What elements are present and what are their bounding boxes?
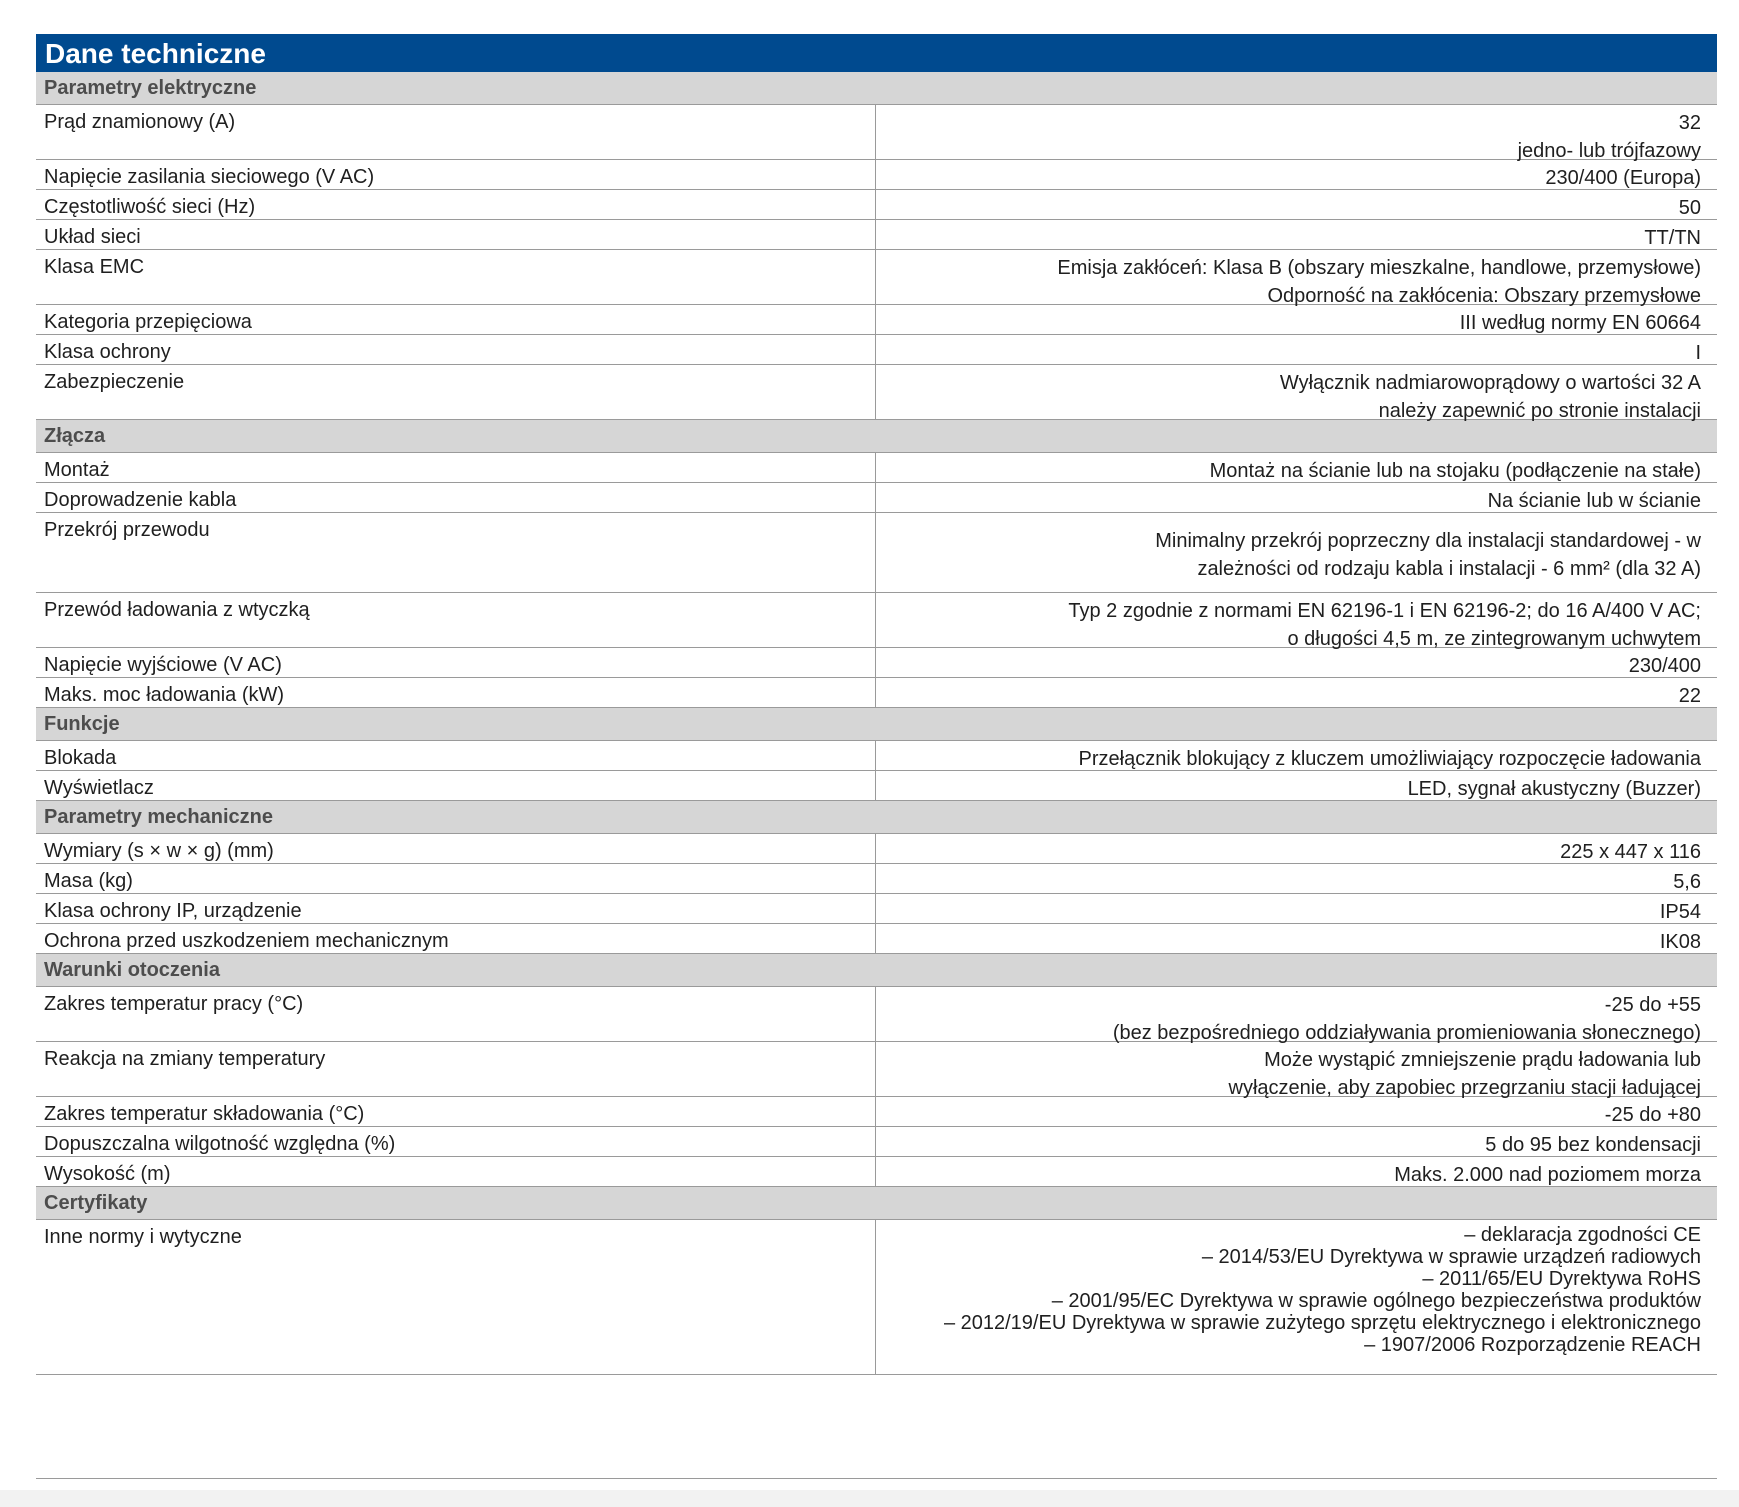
row-label: Blokada — [36, 741, 876, 770]
value-line: I — [1695, 342, 1701, 364]
table-row — [36, 678, 1717, 708]
table-row — [36, 190, 1717, 220]
row-value — [876, 741, 1717, 770]
table-row — [36, 453, 1717, 483]
row-label: Reakcja na zmiany temperatury — [36, 1042, 876, 1096]
value-line: Przełącznik blokujący z kluczem umożliwiający rozpoczęcie ładowania — [1078, 748, 1701, 770]
row-label: Ochrona przed uszkodzeniem mechanicznym — [36, 924, 876, 953]
row-value — [876, 305, 1717, 334]
value-line: Na ścianie lub w ścianie — [1487, 490, 1701, 512]
value-line: 32 — [1678, 112, 1701, 134]
row-value — [876, 924, 1717, 953]
row-value — [876, 834, 1717, 863]
value-line: LED, sygnał akustyczny (Buzzer) — [1407, 778, 1701, 800]
row-label: Kategoria przepięciowa — [36, 305, 876, 334]
row-value — [876, 453, 1717, 482]
table-row — [36, 1157, 1717, 1187]
row-value — [876, 160, 1717, 189]
row-label: Prąd znamionowy (A) — [36, 105, 876, 159]
row-value — [876, 105, 1717, 162]
row-label: Klasa ochrony IP, urządzenie — [36, 894, 876, 923]
row-label: Dopuszczalna wilgotność względna (%) — [36, 1127, 876, 1156]
value-line: Maks. 2.000 nad poziomem morza — [1394, 1164, 1701, 1186]
row-label: Inne normy i wytyczne — [36, 1220, 876, 1374]
value-line: -25 do +80 — [1604, 1104, 1701, 1126]
page-title: Dane techniczne — [36, 34, 1717, 72]
table-row — [36, 771, 1717, 801]
value-line: 225 x 447 x 116 — [1560, 841, 1701, 863]
table-row — [36, 1042, 1717, 1097]
value-line: TT/TN — [1644, 227, 1701, 249]
section-header: Warunki otoczenia — [36, 954, 1717, 987]
row-value — [876, 335, 1717, 364]
section-header: Parametry mechaniczne — [36, 801, 1717, 834]
page-bottom-strip — [0, 1490, 1739, 1507]
table-row — [36, 894, 1717, 924]
section-header: Parametry elektryczne — [36, 72, 1717, 105]
table-row — [36, 834, 1717, 864]
value-line: IP54 — [1659, 901, 1701, 923]
row-value — [876, 1157, 1717, 1186]
value-line: Wyłącznik nadmiarowoprądowy o wartości 32 A — [1279, 372, 1701, 394]
value-line: Typ 2 zgodnie z normami EN 62196-1 i EN 62196-2; do 16 A/400 V AC; — [1068, 600, 1701, 622]
table-row — [36, 105, 1717, 160]
value-line: Emisja zakłóceń: Klasa B (obszary mieszkalne, handlowe, przemysłowe) — [1057, 257, 1701, 279]
table-row — [36, 483, 1717, 513]
row-label: Częstotliwość sieci (Hz) — [36, 190, 876, 219]
value-line: o długości 4,5 m, ze zintegrowanym uchwytem — [1287, 628, 1701, 650]
table-row — [36, 1127, 1717, 1157]
table-row — [36, 864, 1717, 894]
table-row — [36, 593, 1717, 648]
spec-table — [36, 72, 1717, 1375]
value-line: Może wystąpić zmniejszenie prądu ładowania lub — [1264, 1049, 1701, 1071]
table-row — [36, 220, 1717, 250]
value-line: III według normy EN 60664 — [1459, 312, 1701, 334]
value-line: 22 — [1678, 685, 1701, 707]
row-value — [876, 250, 1717, 307]
value-line: 5 do 95 bez kondensacji — [1485, 1134, 1701, 1156]
row-label: Maks. moc ładowania (kW) — [36, 678, 876, 707]
table-row — [36, 1220, 1717, 1375]
value-line: – 1907/2006 Rozporządzenie REACH — [1364, 1334, 1701, 1356]
row-value — [876, 1097, 1717, 1126]
table-row — [36, 305, 1717, 335]
value-line: 230/400 (Europa) — [1545, 167, 1701, 189]
section-header: Certyfikaty — [36, 1187, 1717, 1220]
row-label: Przekrój przewodu — [36, 513, 876, 592]
spec-sheet — [36, 34, 1717, 1375]
row-label: Układ sieci — [36, 220, 876, 249]
table-row — [36, 987, 1717, 1042]
value-line: 5,6 — [1673, 871, 1701, 893]
row-value — [876, 771, 1717, 800]
row-value — [876, 1042, 1717, 1099]
row-label: Masa (kg) — [36, 864, 876, 893]
table-row — [36, 648, 1717, 678]
value-line: 50 — [1678, 197, 1701, 219]
value-line: – 2012/19/EU Dyrektywa w sprawie zużytego sprzętu elektrycznego i elektronicznego — [943, 1312, 1701, 1334]
row-value — [876, 648, 1717, 677]
row-label: Klasa EMC — [36, 250, 876, 304]
row-label: Doprowadzenie kabla — [36, 483, 876, 512]
table-row — [36, 924, 1717, 954]
row-value — [876, 220, 1717, 249]
row-label: Zabezpieczenie — [36, 365, 876, 419]
table-row — [36, 1097, 1717, 1127]
row-value — [876, 894, 1717, 923]
value-line: – 2001/95/EC Dyrektywa w sprawie ogólnego bezpieczeństwa produktów — [1051, 1290, 1701, 1312]
table-row — [36, 160, 1717, 190]
row-value — [876, 864, 1717, 893]
row-value — [876, 987, 1717, 1044]
value-line: zależności od rodzaju kabla i instalacji - 6 mm² (dla 32 A) — [1197, 558, 1701, 580]
row-label: Wyświetlacz — [36, 771, 876, 800]
table-row — [36, 741, 1717, 771]
row-value — [876, 1127, 1717, 1156]
table-row — [36, 365, 1717, 420]
section-header: Funkcje — [36, 708, 1717, 741]
value-line: należy zapewnić po stronie instalacji — [1378, 400, 1701, 422]
row-value — [876, 678, 1717, 707]
value-line: 230/400 — [1628, 655, 1701, 677]
value-line: IK08 — [1659, 931, 1701, 953]
row-label: Zakres temperatur pracy (°C) — [36, 987, 876, 1041]
value-line: Odporność na zakłócenia: Obszary przemysłowe — [1267, 285, 1701, 307]
row-value — [876, 1220, 1717, 1374]
table-row — [36, 250, 1717, 305]
table-row — [36, 513, 1717, 593]
row-value — [876, 365, 1717, 422]
value-line: Minimalny przekrój poprzeczny dla instalacji standardowej - w — [1155, 530, 1701, 552]
value-line: (bez bezpośredniego oddziaływania promieniowania słonecznego) — [1112, 1022, 1701, 1044]
value-line: – deklaracja zgodności CE — [1464, 1224, 1701, 1246]
table-row — [36, 335, 1717, 365]
row-value — [876, 190, 1717, 219]
table-bottom-divider — [36, 1478, 1717, 1479]
section-header: Złącza — [36, 420, 1717, 453]
value-line: Montaż na ścianie lub na stojaku (podłączenie na stałe) — [1209, 460, 1701, 482]
value-line: wyłączenie, aby zapobiec przegrzaniu stacji ładującej — [1228, 1077, 1701, 1099]
row-label: Przewód ładowania z wtyczką — [36, 593, 876, 647]
value-line: – 2011/65/EU Dyrektywa RoHS — [1422, 1268, 1701, 1290]
row-label: Napięcie wyjściowe (V AC) — [36, 648, 876, 677]
row-label: Montaż — [36, 453, 876, 482]
row-label: Zakres temperatur składowania (°C) — [36, 1097, 876, 1126]
row-value — [876, 513, 1717, 592]
row-label: Wymiary (s × w × g) (mm) — [36, 834, 876, 863]
row-label: Napięcie zasilania sieciowego (V AC) — [36, 160, 876, 189]
value-line: -25 do +55 — [1604, 994, 1701, 1016]
row-value — [876, 483, 1717, 512]
value-line: – 2014/53/EU Dyrektywa w sprawie urządzeń radiowych — [1201, 1246, 1701, 1268]
row-value — [876, 593, 1717, 650]
value-line: jedno- lub trójfazowy — [1517, 140, 1701, 162]
row-label: Wysokość (m) — [36, 1157, 876, 1186]
row-label: Klasa ochrony — [36, 335, 876, 364]
